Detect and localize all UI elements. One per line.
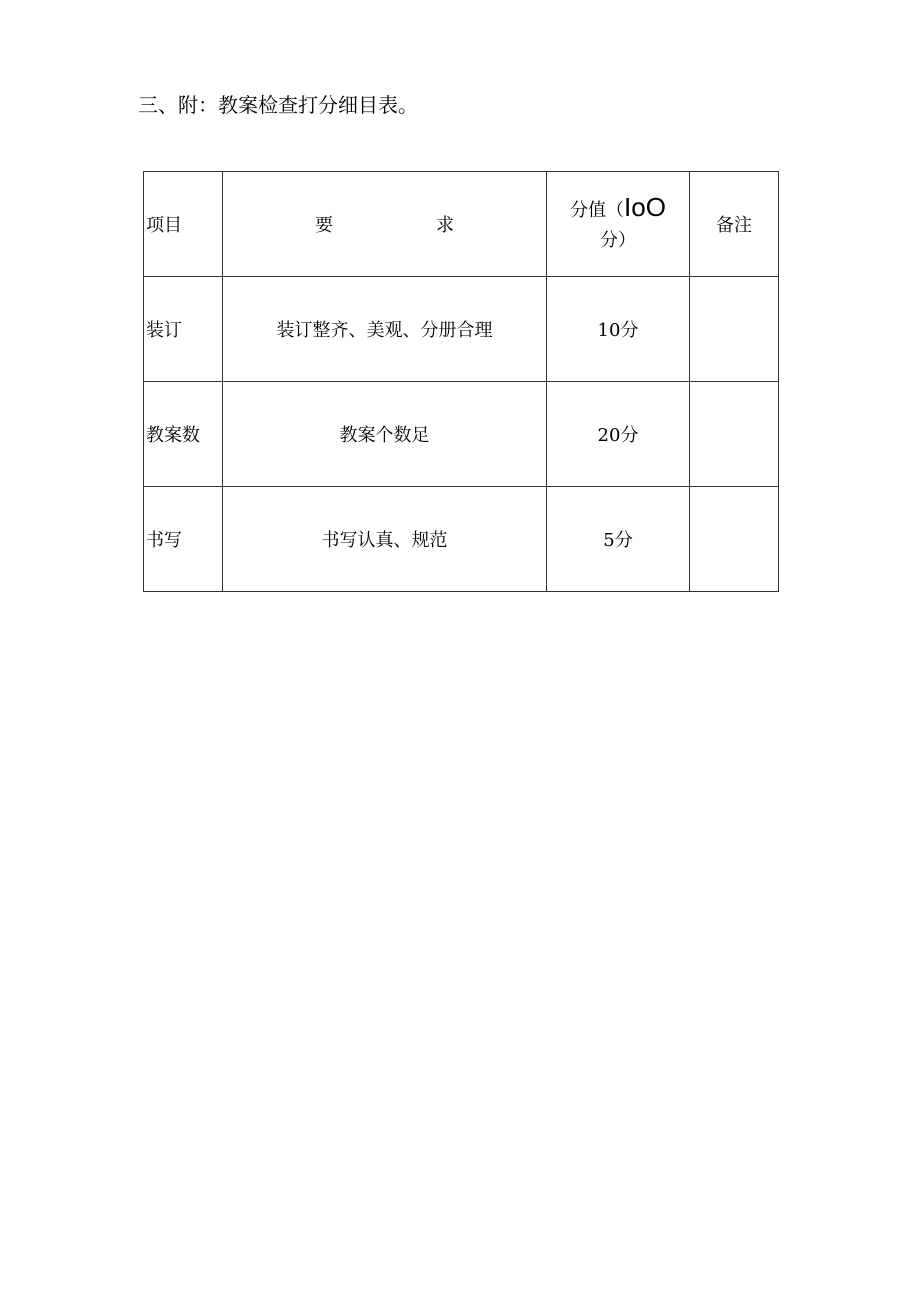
header-requirement	[223, 172, 547, 277]
row-item: 教案数	[144, 382, 223, 487]
row-requirement: 装订整齐、美观、分册合理	[223, 277, 547, 382]
header-score-big: IoO	[624, 192, 666, 222]
row-score: 10分	[547, 277, 690, 382]
header-requirement-left: 要	[315, 215, 333, 236]
header-item: 项目	[144, 172, 223, 277]
row-score: 20分	[547, 382, 690, 487]
row-item: 装订	[144, 277, 223, 382]
row-requirement: 教案个数足	[223, 382, 547, 487]
row-remarks	[690, 277, 779, 382]
row-remarks	[690, 487, 779, 592]
table-row	[144, 277, 779, 382]
table-row	[144, 382, 779, 487]
row-score: 5分	[547, 487, 690, 592]
header-score-line1: 分值（	[570, 200, 625, 221]
header-requirement-right: 求	[436, 215, 454, 236]
row-requirement: 书写认真、规范	[223, 487, 547, 592]
row-remarks	[690, 382, 779, 487]
table-header-row	[144, 172, 779, 277]
header-remarks: 备注	[690, 172, 779, 277]
table-row	[144, 487, 779, 592]
score-table	[143, 171, 779, 592]
row-item: 书写	[144, 487, 223, 592]
header-score	[547, 172, 690, 277]
header-score-line2: 分）	[600, 230, 636, 251]
page-heading: 三、附：教案检查打分细目表。	[138, 93, 418, 117]
